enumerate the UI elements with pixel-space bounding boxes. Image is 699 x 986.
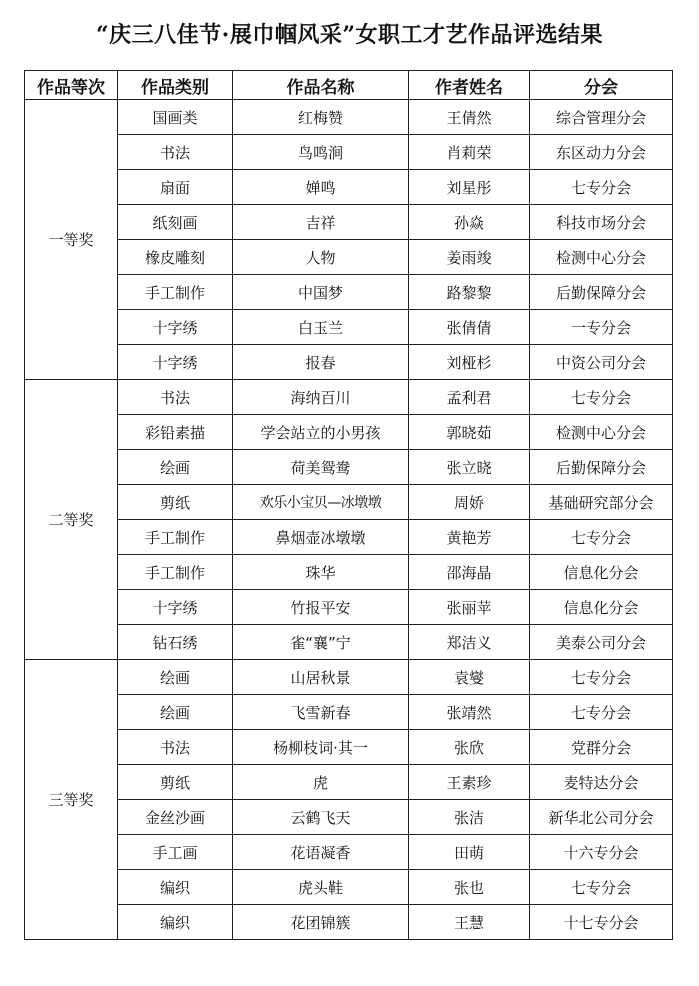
table-row xyxy=(25,800,673,835)
header-work-name: 作品名称 xyxy=(233,71,409,100)
work-name-cell: 花语凝香 xyxy=(233,835,409,870)
header-row xyxy=(25,71,673,100)
author-cell: 肖莉荣 xyxy=(409,135,530,170)
category-cell: 金丝沙画 xyxy=(118,800,233,835)
work-name-cell: 人物 xyxy=(233,240,409,275)
table-row xyxy=(25,835,673,870)
author-cell: 刘星彤 xyxy=(409,170,530,205)
author-cell: 张欣 xyxy=(409,730,530,765)
work-name-cell: 飞雪新春 xyxy=(233,695,409,730)
branch-cell: 综合管理分会 xyxy=(530,100,673,135)
branch-cell: 美泰公司分会 xyxy=(530,625,673,660)
table-row xyxy=(25,240,673,275)
author-cell: 孙焱 xyxy=(409,205,530,240)
category-cell: 纸刻画 xyxy=(118,205,233,240)
author-cell: 张也 xyxy=(409,870,530,905)
category-cell: 手工制作 xyxy=(118,275,233,310)
table-row xyxy=(25,100,673,135)
work-name-cell: 虎 xyxy=(233,765,409,800)
branch-cell: 新华北公司分会 xyxy=(530,800,673,835)
author-cell: 王素珍 xyxy=(409,765,530,800)
results-table xyxy=(24,70,673,940)
author-cell: 张洁 xyxy=(409,800,530,835)
table-row xyxy=(25,380,673,415)
header-category: 作品类别 xyxy=(118,71,233,100)
category-cell: 绘画 xyxy=(118,695,233,730)
work-name-cell: 虎头鞋 xyxy=(233,870,409,905)
work-name-cell: 欢乐小宝贝—冰墩墩 xyxy=(233,485,409,520)
table-row xyxy=(25,520,673,555)
branch-cell: 基础研究部分会 xyxy=(530,485,673,520)
branch-cell: 检测中心分会 xyxy=(530,415,673,450)
category-cell: 十字绣 xyxy=(118,310,233,345)
table-row xyxy=(25,275,673,310)
work-name-cell: 红梅赞 xyxy=(233,100,409,135)
work-name-cell: 白玉兰 xyxy=(233,310,409,345)
table-row xyxy=(25,345,673,380)
author-cell: 张丽苹 xyxy=(409,590,530,625)
header-level: 作品等次 xyxy=(25,71,118,100)
table-row xyxy=(25,590,673,625)
category-cell: 手工制作 xyxy=(118,520,233,555)
author-cell: 田萌 xyxy=(409,835,530,870)
author-cell: 姜雨竣 xyxy=(409,240,530,275)
category-cell: 钻石绣 xyxy=(118,625,233,660)
category-cell: 彩铅素描 xyxy=(118,415,233,450)
author-cell: 刘桠杉 xyxy=(409,345,530,380)
category-cell: 书法 xyxy=(118,730,233,765)
branch-cell: 科技市场分会 xyxy=(530,205,673,240)
work-name-cell: 鸟鸣涧 xyxy=(233,135,409,170)
branch-cell: 七专分会 xyxy=(530,170,673,205)
branch-cell: 党群分会 xyxy=(530,730,673,765)
award-level-cell: 一等奖 xyxy=(25,100,118,380)
category-cell: 剪纸 xyxy=(118,765,233,800)
branch-cell: 七专分会 xyxy=(530,695,673,730)
table-row xyxy=(25,765,673,800)
branch-cell: 七专分会 xyxy=(530,380,673,415)
branch-cell: 东区动力分会 xyxy=(530,135,673,170)
category-cell: 书法 xyxy=(118,135,233,170)
branch-cell: 后勤保障分会 xyxy=(530,275,673,310)
category-cell: 橡皮雕刻 xyxy=(118,240,233,275)
award-level-cell: 三等奖 xyxy=(25,660,118,940)
author-cell: 路黎黎 xyxy=(409,275,530,310)
table-row xyxy=(25,905,673,940)
category-cell: 编织 xyxy=(118,870,233,905)
author-cell: 张倩倩 xyxy=(409,310,530,345)
author-cell: 张立晓 xyxy=(409,450,530,485)
work-name-cell: 学会站立的小男孩 xyxy=(233,415,409,450)
header-branch: 分会 xyxy=(530,71,673,100)
branch-cell: 七专分会 xyxy=(530,660,673,695)
category-cell: 扇面 xyxy=(118,170,233,205)
work-name-cell: 山居秋景 xyxy=(233,660,409,695)
header-author: 作者姓名 xyxy=(409,71,530,100)
table-row xyxy=(25,625,673,660)
category-cell: 编织 xyxy=(118,905,233,940)
table-row xyxy=(25,660,673,695)
work-name-cell: 荷美鸳鸯 xyxy=(233,450,409,485)
work-name-cell: 杨柳枝词·其一 xyxy=(233,730,409,765)
category-cell: 十字绣 xyxy=(118,590,233,625)
author-cell: 郭晓茹 xyxy=(409,415,530,450)
table-row xyxy=(25,485,673,520)
table-body xyxy=(25,100,673,940)
author-cell: 袁燮 xyxy=(409,660,530,695)
branch-cell: 信息化分会 xyxy=(530,590,673,625)
work-name-cell: 云鹤飞天 xyxy=(233,800,409,835)
award-level-cell: 二等奖 xyxy=(25,380,118,660)
category-cell: 手工制作 xyxy=(118,555,233,590)
author-cell: 王倩然 xyxy=(409,100,530,135)
table-row xyxy=(25,415,673,450)
category-cell: 十字绣 xyxy=(118,345,233,380)
branch-cell: 麦特达分会 xyxy=(530,765,673,800)
category-cell: 绘画 xyxy=(118,660,233,695)
author-cell: 孟利君 xyxy=(409,380,530,415)
work-name-cell: 雀“襄”宁 xyxy=(233,625,409,660)
work-name-cell: 海纳百川 xyxy=(233,380,409,415)
author-cell: 郑洁义 xyxy=(409,625,530,660)
table-row xyxy=(25,695,673,730)
author-cell: 王慧 xyxy=(409,905,530,940)
table-row xyxy=(25,450,673,485)
table-row xyxy=(25,310,673,345)
author-cell: 邵海晶 xyxy=(409,555,530,590)
branch-cell: 七专分会 xyxy=(530,870,673,905)
work-name-cell: 报春 xyxy=(233,345,409,380)
work-name-cell: 鼻烟壶冰墩墩 xyxy=(233,520,409,555)
branch-cell: 十六专分会 xyxy=(530,835,673,870)
branch-cell: 后勤保障分会 xyxy=(530,450,673,485)
table-row xyxy=(25,730,673,765)
page-title: “庆三八佳节·展巾帼风采”女职工才艺作品评选结果 xyxy=(96,22,603,48)
branch-cell: 一专分会 xyxy=(530,310,673,345)
work-name-cell: 珠华 xyxy=(233,555,409,590)
work-name-cell: 中国梦 xyxy=(233,275,409,310)
table-row xyxy=(25,135,673,170)
branch-cell: 检测中心分会 xyxy=(530,240,673,275)
category-cell: 书法 xyxy=(118,380,233,415)
table-row xyxy=(25,205,673,240)
table-row xyxy=(25,170,673,205)
table-row xyxy=(25,555,673,590)
work-name-cell: 婵鸣 xyxy=(233,170,409,205)
table-row xyxy=(25,870,673,905)
author-cell: 张靖然 xyxy=(409,695,530,730)
category-cell: 手工画 xyxy=(118,835,233,870)
work-name-cell: 竹报平安 xyxy=(233,590,409,625)
work-name-cell: 花团锦簇 xyxy=(233,905,409,940)
author-cell: 周娇 xyxy=(409,485,530,520)
work-name-cell: 吉祥 xyxy=(233,205,409,240)
author-cell: 黄艳芳 xyxy=(409,520,530,555)
category-cell: 剪纸 xyxy=(118,485,233,520)
branch-cell: 信息化分会 xyxy=(530,555,673,590)
category-cell: 国画类 xyxy=(118,100,233,135)
branch-cell: 七专分会 xyxy=(530,520,673,555)
category-cell: 绘画 xyxy=(118,450,233,485)
branch-cell: 十七专分会 xyxy=(530,905,673,940)
branch-cell: 中资公司分会 xyxy=(530,345,673,380)
